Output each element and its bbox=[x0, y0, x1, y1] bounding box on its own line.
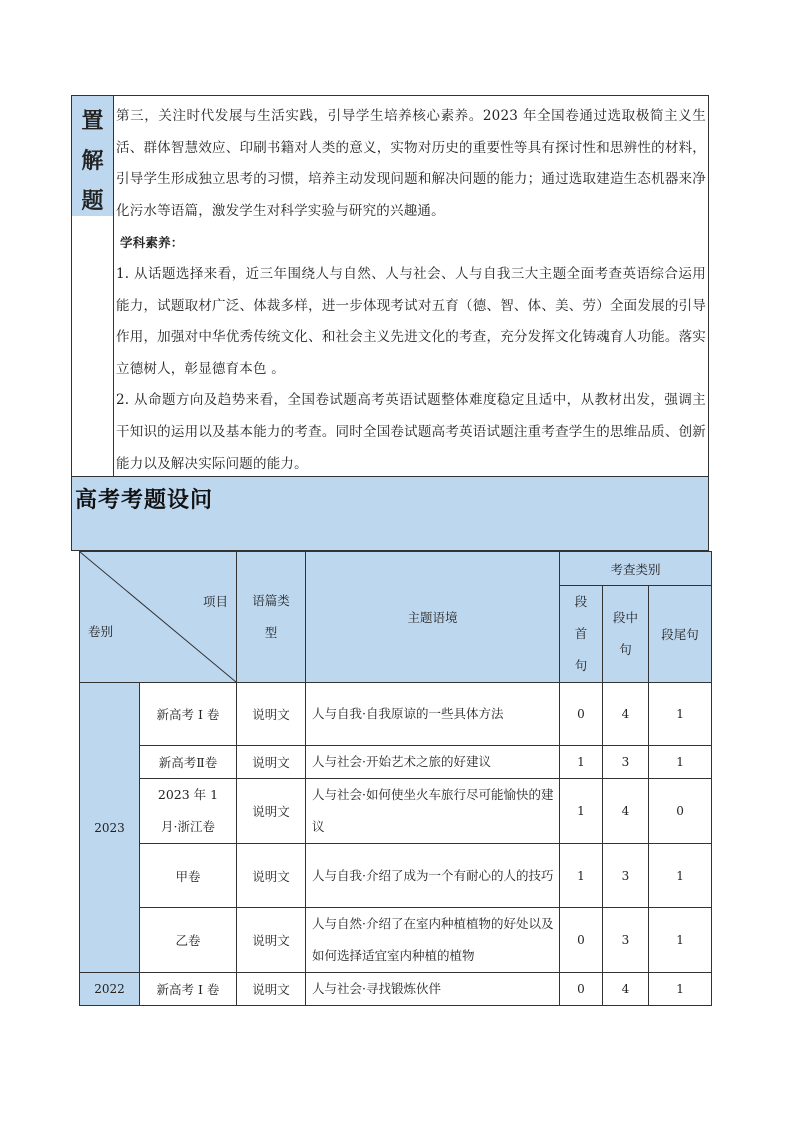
last-count: 1 bbox=[649, 908, 712, 973]
paper-cell: 新高考 I 卷 bbox=[140, 973, 237, 1006]
middle-count: 3 bbox=[603, 746, 649, 779]
paragraph-third: 第三，关注时代发展与生活实践，引导学生培养核心素养。2023 年全国卷通过选取极简主义生活、群体智慧效应、印刷书籍对人类的意义，实物对历史的重要性等具有探讨性和思辨性的材料，引导学生形成独立思考的习惯，培养主动发现问题和解决问题的能力；通过选取建造生态机器来净化污水等语篇，激发学生对科学实验与研究的兴趣通。 bbox=[116, 108, 706, 219]
first-count: 0 bbox=[560, 973, 603, 1006]
first-count: 1 bbox=[560, 779, 603, 844]
side-label-char: 置 bbox=[81, 109, 104, 134]
side-label-column bbox=[72, 96, 114, 477]
exam-question-table bbox=[79, 551, 712, 1006]
theme-cell: 人与社会·开始艺术之旅的好建议 bbox=[306, 746, 560, 779]
table-row bbox=[80, 746, 712, 779]
theme-cell: 人与社会·寻找锻炼伙伴 bbox=[306, 973, 560, 1006]
first-count: 1 bbox=[560, 844, 603, 908]
paper-cell: 乙卷 bbox=[140, 908, 237, 973]
header-row bbox=[80, 552, 712, 586]
type-cell: 说明文 bbox=[237, 683, 306, 746]
header-text-type: 语篇类型 bbox=[237, 552, 306, 683]
subject-literacy-heading: 学科素养： bbox=[120, 235, 184, 251]
theme-cell: 人与社会·如何使坐火车旅行尽可能愉快的建议 bbox=[306, 779, 560, 844]
middle-count: 4 bbox=[603, 779, 649, 844]
literacy-point-1: 1. 从话题选择来看，近三年围绕人与自然、人与社会、人与自我三大主题全面考查英语综合运用能力，试题取材广泛、体裁多样，进一步体现考试对五育（德、智、体、美、劳）全面发展的引导作用，加强对中华优秀传统文化、和社会主义先进文化的考查，充分发挥文化铸魂育人功能。落实立德树人，彰显德育本色 。 bbox=[116, 265, 706, 377]
diagonal-header-cell bbox=[80, 552, 237, 683]
type-cell: 说明文 bbox=[237, 908, 306, 973]
last-count: 0 bbox=[649, 779, 712, 844]
type-cell: 说明文 bbox=[237, 779, 306, 844]
header-category: 考查类别 bbox=[560, 552, 712, 586]
type-cell: 说明文 bbox=[237, 973, 306, 1006]
header-last-sentence: 段尾句 bbox=[649, 586, 712, 683]
type-cell: 说明文 bbox=[237, 746, 306, 779]
year-cell: 2022 bbox=[80, 973, 140, 1006]
header-middle-sentence: 段中句 bbox=[603, 586, 649, 683]
first-count: 1 bbox=[560, 746, 603, 779]
table-row bbox=[80, 683, 712, 746]
diagonal-line bbox=[80, 552, 236, 682]
table-row bbox=[80, 908, 712, 973]
paper-cell: 新高考 I 卷 bbox=[140, 683, 237, 746]
paper-cell: 甲卷 bbox=[140, 844, 237, 908]
year-cell: 2023 bbox=[80, 683, 140, 973]
literacy-point-2: 2. 从命题方向及趋势来看，全国卷试题高考英语试题整体难度稳定且适中，从教材出发，强调主干知识的运用以及基本能力的考查。同时全国卷试题高考英语试题注重考查学生的思维品质、创新能力以及解决实际问题的能力。 bbox=[116, 392, 706, 472]
middle-count: 3 bbox=[603, 908, 649, 973]
header-item: 项目 bbox=[202, 594, 228, 609]
first-count: 0 bbox=[560, 908, 603, 973]
section-title: 高考考题设问 bbox=[75, 488, 214, 513]
paper-cell: 2023 年 1 月·浙江卷 bbox=[140, 779, 237, 844]
header-first-sentence: 段首句 bbox=[560, 586, 603, 683]
middle-count: 4 bbox=[603, 973, 649, 1006]
paper-cell: 新高考Ⅱ卷 bbox=[140, 746, 237, 779]
theme-cell: 人与自我·自我原谅的一些具体方法 bbox=[306, 683, 560, 746]
header-theme: 主题语境 bbox=[306, 552, 560, 683]
first-count: 0 bbox=[560, 683, 603, 746]
analysis-box bbox=[71, 95, 709, 477]
last-count: 1 bbox=[649, 844, 712, 908]
middle-count: 4 bbox=[603, 683, 649, 746]
section-title-band bbox=[71, 477, 709, 551]
header-volume: 卷别 bbox=[88, 624, 114, 639]
side-label-char: 解 bbox=[81, 149, 104, 174]
theme-cell: 人与自然·介绍了在室内种植植物的好处以及如何选择适宜室内种植的植物 bbox=[306, 908, 560, 973]
last-count: 1 bbox=[649, 746, 712, 779]
table-row bbox=[80, 973, 712, 1006]
analysis-content bbox=[116, 101, 706, 480]
side-label-char: 题 bbox=[81, 189, 104, 214]
last-count: 1 bbox=[649, 973, 712, 1006]
type-cell: 说明文 bbox=[237, 844, 306, 908]
middle-count: 3 bbox=[603, 844, 649, 908]
theme-cell: 人与自我·介绍了成为一个有耐心的人的技巧 bbox=[306, 844, 560, 908]
side-label bbox=[75, 102, 110, 222]
table-row bbox=[80, 844, 712, 908]
last-count: 1 bbox=[649, 683, 712, 746]
table-row bbox=[80, 779, 712, 844]
